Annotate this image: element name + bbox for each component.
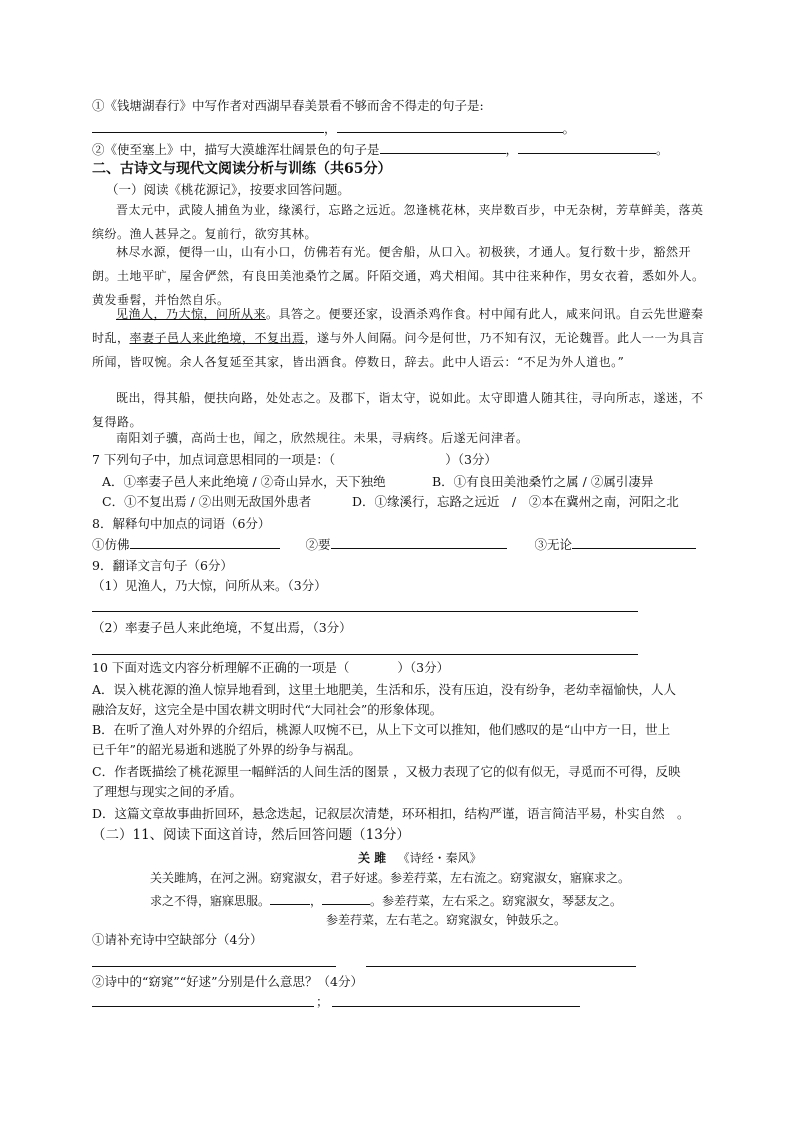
part2-q1: ①请补充诗中空缺部分（4分） (92, 932, 263, 947)
fill-q1-text: ①《钱塘湖春行》中写作者对西湖早春美景看不够而舍不得走的句子是: (92, 98, 484, 113)
poem-source: 《诗经・秦风》 (397, 851, 482, 865)
fill-q1-blank-2[interactable] (337, 120, 563, 133)
q7-option-b: B．①有良田美池桑竹之属 / ②属引凄异 (432, 474, 654, 489)
passage-p1: 晋太元中，武陵人捕鱼为业，缘溪行，忘路之远近。忽逢桃花林，夹岸数百步，中无杂树，芳草鲜美，落英缤纷。渔人甚异之。复前行，欲穷其林。 (92, 203, 704, 241)
q9-stem: 9．翻译文言句子（6分） (92, 558, 233, 573)
q10-option-c-line1: C．作者既描绘了桃花源里一幅鲜活的人间生活的图景 ，又极力表现了它的似有似无，寻觅而不可得，反映 (92, 764, 681, 779)
underlined-sentence-2: 率妻子邑人来此绝境，不复出焉 (129, 331, 305, 345)
q10-option-b-line1: B．在听了渔人对外界的介绍后，桃源人叹惋不已，从上下文可以推知，他们感叹的是“山中方一日，世上 (92, 722, 671, 737)
part2-q2: ②诗中的“窈窕”“好逑”分别是什么意思？（4分） (92, 974, 364, 989)
poem-line-3: 参差荇菜，左右芼之。窈窕淑女，钟鼓乐之。 (326, 913, 567, 927)
part2-q2-line-1[interactable] (92, 1006, 314, 1007)
fill-q2-blank-2[interactable] (518, 141, 656, 154)
part2-title: （二）11、阅读下面这首诗，然后回答问题（13分） (92, 827, 410, 843)
fill-q1-blank-1[interactable] (92, 120, 324, 133)
part2-q1-line-2[interactable] (366, 966, 636, 967)
poem-heading (358, 850, 482, 866)
q8-words: ①仿佛 ②要 ③无论 (92, 536, 696, 553)
q9-answer-line-2[interactable] (92, 654, 638, 655)
q9-sentence-1: （1）见渔人，乃大惊，问所从来。（3分） (92, 578, 327, 593)
q9-answer-line-1[interactable] (92, 611, 638, 612)
passage-p2: 林尽水源，便得一山，山有小口，仿佛若有光。便舍船，从口入。初极狭，才通人。复行数十步，豁然开朗。土地平旷，屋舍俨然，有良田美池桑竹之属。阡陌交通，鸡犬相闻。其中往来种作，男女衣着，悉如外人。黄发垂髫，并怡然自乐。 (92, 245, 705, 307)
part2-q1-line-1[interactable] (92, 966, 336, 967)
fill-q2-blank-1[interactable] (380, 141, 506, 154)
section2-title: 二、古诗文与现代文阅读分析与训练（共65分） (92, 161, 392, 177)
passage-p3: 见渔人，乃大惊，问所从来。具答之。便要还家，设酒杀鸡作食。村中闻有此人，咸来问讯。自云先世避秦时乱，率妻子邑人来此绝境，不复出焉，遂与外人间隔。问今是何世，乃不知有汉，无论魏晋。此人一一为具言所闻，皆叹惋。余人各复延至其家，皆出酒食。停数日，辞去。此中人语云：“不足为外人道也。” (92, 307, 705, 369)
q7-option-c: C．①不复出焉 / ②出则无敌国外患者 (102, 494, 312, 509)
q8-blank-3[interactable] (572, 536, 696, 549)
q7-option-d: D．①缘溪行，忘路之远近 / ②本在冀州之南，河阳之北 (352, 494, 679, 509)
q8-blank-2[interactable] (331, 536, 507, 549)
passage-p5: 南阳刘子骥，高尚士也，闻之，欣然规往。未果，寻病终。后遂无问津者。 (116, 431, 529, 445)
fill-q1-answers: ， 。 (92, 120, 575, 137)
q7-option-a: A．①率妻子邑人来此绝境 / ②奇山异水，天下独绝 (102, 474, 386, 489)
underlined-sentence-1: 见渔人，乃大惊，问所从来 (116, 307, 267, 321)
fill-q2: ②《使至塞上》中，描写大漠雄浑壮阔景色的句子是 ， 。 (92, 142, 669, 157)
poem-line-1: 关关雎鸠，在河之洲。窈窕淑女，君子好逑。参差荇菜，左右流之。窈窕淑女，寤寐求之。 (150, 871, 631, 885)
poem-line-2: 求之不得，寤寐思服。 ， 。参差荇菜，左右采之。窈窕淑女，琴瑟友之。 (150, 894, 623, 908)
q10-option-c-line2: 了理想与现实之间的矛盾。 (92, 784, 243, 799)
q8-stem: 8．解释句中加点的词语（6分） (92, 516, 271, 531)
part1-title: （一）阅读《桃花源记》，按要求回答问题。 (106, 182, 350, 197)
poem-title: 关 雎 (358, 851, 387, 865)
q10-option-a-line1: A．误入桃花源的渔人惊异地看到，这里土地肥美，生活和乐，没有压迫，没有纷争，老幼幸福愉快，人人 (92, 682, 677, 697)
q10-stem: 10 下面对选文内容分析理解不正确的一项是（ ）（3分） (92, 660, 450, 675)
fill-q1 (92, 98, 484, 114)
poem-blank-1[interactable] (270, 892, 310, 905)
q10-option-a-line2: 融洽友好，这完全是中国农耕文明时代“大同社会”的形象体现。 (92, 702, 443, 717)
q10-option-d: D．这篇文章故事曲折回环，悬念迭起，记叙层次清楚，环环相扣，结构严谨，语言简洁平易，朴实自然 。 (92, 806, 690, 821)
part2-q2-line-2[interactable] (332, 1006, 580, 1007)
q10-option-b-line2: 已千年”的韶光易逝和逃脱了外界的纷争与祸乱。 (92, 742, 361, 757)
poem-blank-2[interactable] (322, 892, 370, 905)
q7-stem: 7 下列句子中，加点词意思相同的一项是：（ ）（3分） (92, 452, 497, 467)
passage-p4: 既出，得其船，便扶向路，处处志之。及郡下，诣太守，说如此。太守即遣人随其往，寻向所志，遂迷，不复得路。 (92, 391, 704, 429)
q9-sentence-2: （2）率妻子邑人来此绝境，不复出焉，（3分） (92, 620, 352, 635)
q8-blank-1[interactable] (130, 536, 280, 549)
part2-q2-separator: ； (316, 994, 329, 1009)
